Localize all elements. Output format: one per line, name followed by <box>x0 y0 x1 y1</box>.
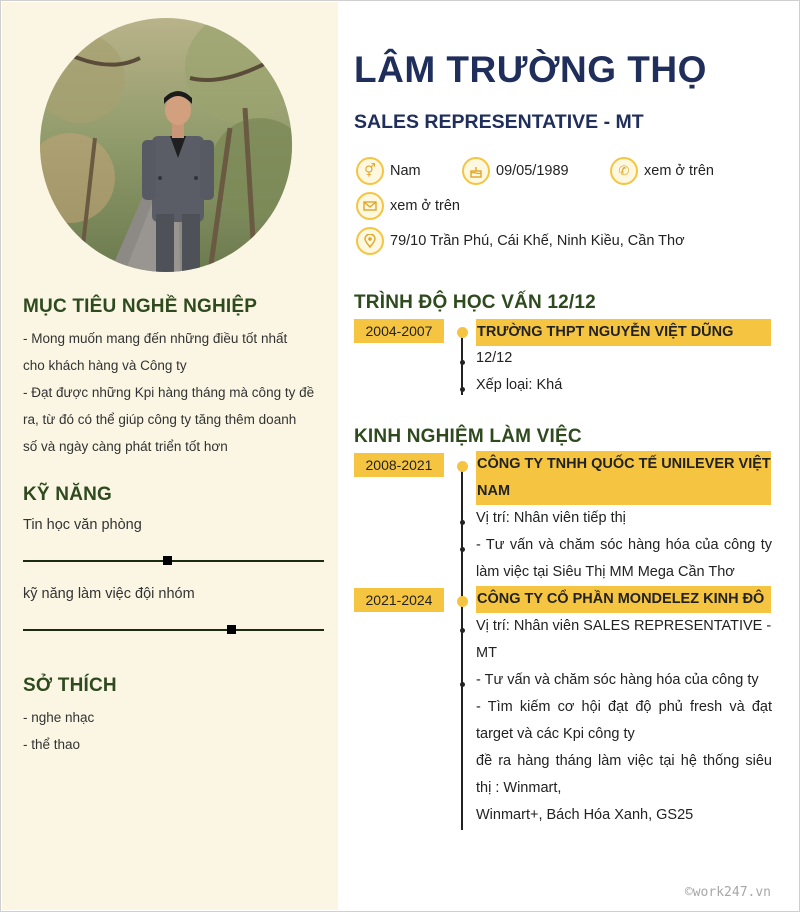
timeline-bullet <box>460 520 465 525</box>
gender-value: Nam <box>390 163 421 179</box>
birthdate-info <box>462 157 569 185</box>
objective-line: ra, từ đó có thể giúp công ty tăng thêm doanh <box>23 412 297 427</box>
job-line: làm việc tại Siêu Thị MM Mega Cần Thơ <box>476 564 735 580</box>
job-line: Winmart+, Bách Hóa Xanh, GS25 <box>476 807 694 823</box>
objective-text <box>23 325 323 460</box>
job-company: CÔNG TY CỔ PHẦN MONDELEZ KINH ĐÔ <box>476 586 771 613</box>
phone-info <box>610 157 714 185</box>
email-value: xem ở trên <box>390 198 460 214</box>
job-line: MT <box>476 645 497 661</box>
education-period: 2004-2007 <box>354 319 444 343</box>
timeline-bullet <box>460 628 465 633</box>
skill-bar <box>23 560 324 562</box>
map-pin-icon <box>356 227 384 255</box>
job-line: Vị trí: Nhân viên SALES REPRESENTATIVE - <box>476 618 772 634</box>
timeline-bullet <box>460 387 465 392</box>
timeline-dot <box>457 327 468 338</box>
skill-name: Tin học văn phòng <box>23 517 142 533</box>
timeline-bullet <box>460 360 465 365</box>
timeline-bullet <box>460 547 465 552</box>
profile-photo-illustration <box>40 18 292 272</box>
experience-heading: KINH NGHIỆM LÀM VIỆC <box>354 426 582 447</box>
hobby-item: - thể thao <box>23 737 81 752</box>
objective-heading: MỤC TIÊU NGHỀ NGHIỆP <box>23 296 258 317</box>
job-period: 2008-2021 <box>354 453 444 477</box>
timeline-dot <box>457 461 468 472</box>
skill-name: kỹ năng làm việc đội nhóm <box>23 586 195 602</box>
sidebar <box>2 2 338 910</box>
hobbies-heading: SỞ THÍCH <box>23 675 117 696</box>
job-line: - Tư vấn và chăm sóc hàng hóa của công ty <box>476 672 759 688</box>
job-line: - Tư vấn và chăm sóc hàng hóa của công ty <box>476 537 772 553</box>
job-line: Vị trí: Nhân viên tiếp thị <box>476 510 626 526</box>
phone-value: xem ở trên <box>644 163 714 179</box>
education-detail: 12/12 <box>476 350 513 366</box>
timeline-dot <box>457 596 468 607</box>
objective-line: - Mong muốn mang đến những điều tốt nhất <box>23 331 288 346</box>
candidate-name: LÂM TRƯỜNG THỌ <box>354 49 707 90</box>
education-school: TRƯỜNG THPT NGUYỄN VIỆT DŨNG <box>476 319 771 346</box>
hobbies-list <box>23 704 323 758</box>
job-period: 2021-2024 <box>354 588 444 612</box>
skill-bar <box>23 629 324 631</box>
mail-icon <box>356 192 384 220</box>
job-company: CÔNG TY TNHH QUỐC TẾ UNILEVER VIỆT NAM <box>476 451 771 505</box>
job-line: đề ra hàng tháng làm việc tại hệ thống siêu <box>476 753 772 769</box>
objective-line: số và ngày càng phát triển tốt hơn <box>23 439 228 454</box>
email-info <box>356 192 460 220</box>
timeline-bullet <box>460 682 465 687</box>
experience-timeline <box>461 464 463 830</box>
hobby-item: - nghe nhạc <box>23 710 95 725</box>
profile-photo <box>40 18 292 272</box>
phone-icon: ✆ <box>610 157 638 185</box>
address-info <box>356 227 685 255</box>
job-line: thị : Winmart, <box>476 780 562 796</box>
skills-heading: KỸ NĂNG <box>23 484 113 505</box>
skill-level-marker <box>163 556 172 565</box>
gender-info <box>356 157 421 185</box>
education-heading: TRÌNH ĐỘ HỌC VẤN 12/12 <box>354 292 596 313</box>
objective-line: - Đạt được những Kpi hàng tháng mà công ty đề <box>23 385 315 400</box>
birthdate-value: 09/05/1989 <box>496 163 569 179</box>
cake-icon <box>462 157 490 185</box>
candidate-role: SALES REPRESENTATIVE - MT <box>354 111 644 133</box>
objective-line: cho khách hàng và Công ty <box>23 358 187 373</box>
job-line: - Tìm kiếm cơ hội đạt độ phủ fresh và đạt <box>476 699 772 715</box>
watermark: ©work247.vn <box>684 885 771 900</box>
address-value: 79/10 Trần Phú, Cái Khế, Ninh Kiều, Cần Thơ <box>390 233 685 249</box>
gender-icon: ⚥ <box>356 157 384 185</box>
education-detail: Xếp loại: Khá <box>476 377 563 393</box>
job-line: target và các Kpi công ty <box>476 726 635 742</box>
skill-level-marker <box>227 625 236 634</box>
